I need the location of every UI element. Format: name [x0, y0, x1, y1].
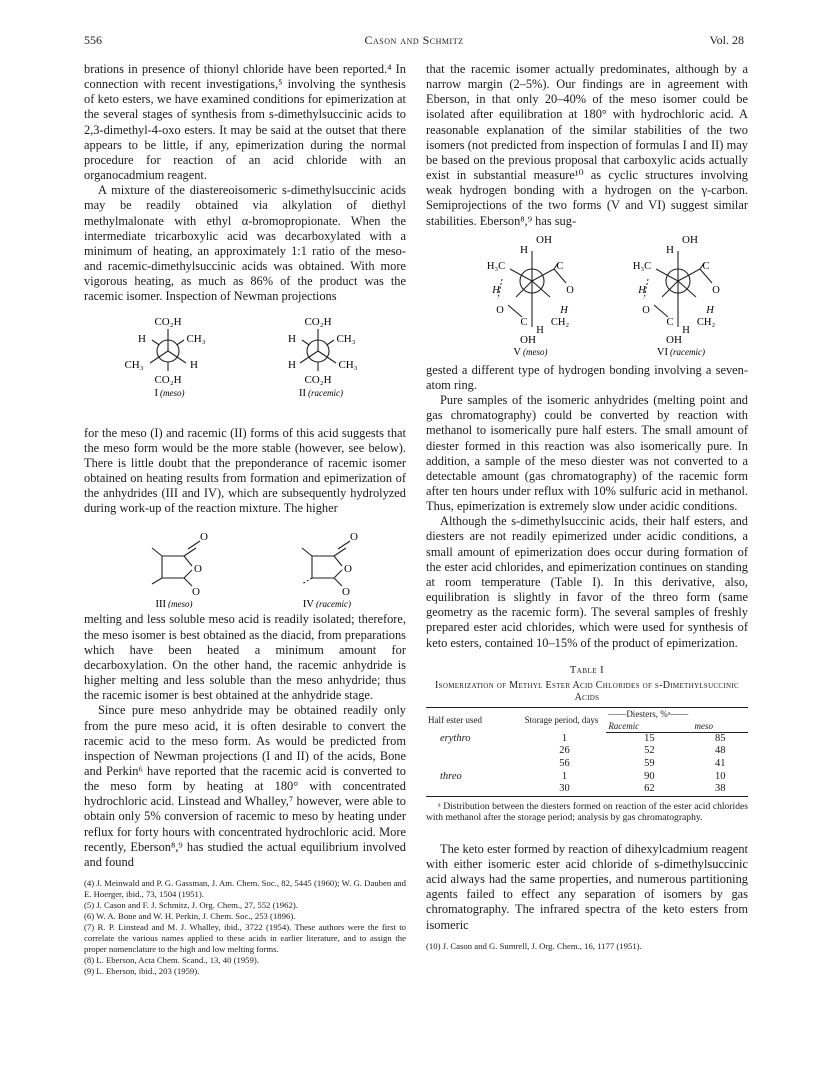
- newman-II-label: II: [299, 387, 306, 399]
- semiproj-V-ch2: CH₂: [550, 316, 570, 328]
- semiproj-V-h-right: H: [560, 304, 568, 316]
- semiproj-V-h-left: H: [492, 284, 500, 296]
- paragraph: Since pure meso anhydride may be obtained readily only from the pure meso acid, it is often desirable to convert the racemic acid to the meso form. As would be predicted from inspection of Newman projections (I and II) of the acids, Bone and Perkin⁶ have reported that the racemic acid is converted to the meso form by heating at 180° with concentrated hydrochloric acid. Linstead and Whalley,⁷ however, were able to obtain only 5% conversion of racemic to meso by heating under reflux for forty hours with concentrated hydrochloric acid. More recently, Eberson⁸,⁹ has studied the actual equilibrium involved and found: [84, 703, 406, 869]
- anhydride-III-form: (meso): [168, 599, 193, 609]
- semiproj-VI-h-left: H: [638, 284, 646, 296]
- semiproj-VI-h-top: H: [666, 243, 674, 256]
- semiproj-VI-label: VI: [656, 346, 668, 358]
- paragraph: brations in presence of thionyl chloride have been reported.⁴ In connection with recent investigations,⁵ involving the synthesis of keto esters, we have examined conditions for epimerization at the several stages of synthesis from s-dimethylsuccinic acids to 2,3-dimethyl-4-oxo esters. It may be said at the outset that there appears to be little, if any, epimerization during the normal procedure for reaction of an acid chloride with an organocadmium reagent.: [84, 62, 406, 183]
- reference: (6) W. A. Bone and W. H. Perkin, J. Chem. Soc., 253 (1896).: [84, 911, 296, 922]
- semiproj-V-o-left: O: [496, 304, 504, 316]
- semiproj-VI-ch2: CH₂: [696, 316, 716, 328]
- reference: (5) J. Cason and F. J. Schmitz, J. Org. Chem., 27, 552 (1962).: [84, 900, 298, 911]
- semiprojection-svg: [426, 231, 748, 359]
- references-right: [426, 941, 748, 952]
- semiproj-VI-oh-bottom: OH: [666, 333, 682, 346]
- semiproj-VI-c-low: C: [666, 316, 674, 328]
- reference: (7) R. P. Linstead and M. J. Whalley, ibid., 3722 (1954). These authors were the first to correlate the various names applied to these acids in earlier literature, and to assign the proper nomenclature to the high and low melting forms.: [84, 922, 406, 955]
- newman-projections-figure: [84, 307, 406, 422]
- newman-I-label: I: [154, 387, 158, 399]
- table-header-storage: Storage period, days: [523, 707, 607, 732]
- running-authors: Cason and Schmitz: [364, 33, 464, 47]
- newman-svg: [84, 307, 406, 422]
- paragraph: gested a different type of hydrogen bonding involving a seven-atom ring.: [426, 362, 748, 392]
- semiproj-V-h-low: H: [536, 324, 544, 336]
- semiproj-VI-h-low: H: [682, 324, 690, 336]
- reference: (9) L. Eberson, ibid., 203 (1959).: [84, 966, 200, 977]
- table-header-racemic: Racemic: [606, 720, 692, 733]
- table-footnote: ᵃ Distribution between the diesters formed on reaction of the ester acid chlorides with methanol after the storage period; analysis by gas chromatography.: [426, 800, 748, 824]
- semiproj-VI-o: O: [712, 284, 720, 296]
- semiproj-VI-form: (racemic): [670, 346, 705, 357]
- newman-I-form: (meso): [160, 387, 185, 398]
- newman-II-top: CO₂H: [304, 315, 332, 328]
- paragraph: The keto ester formed by reaction of dihexylcadmium reagent with either isomeric ester acid chloride of s-dimethylsuccinic acid always had the same properties, and numerous partitioning agents failed to effect any separation of isomers by gas chromatography. The infrared spectra of the keto esters from isomeric: [426, 841, 748, 932]
- paragraph: Pure samples of the isomeric anhydrides (melting point and gas chromatography) could be converted by reaction with methanol to isomerically pure half esters. The small amount of diester formed in this reaction was also isomerically pure. In addition, a sample of the meso diester was not converted to a detectable amount (gas chromatography) of the racemic form after ten hours under reflux with 10% sulfuric acid in methanol. Thus, epimerization is extremely slow under acidic conditions.: [426, 393, 748, 514]
- semiproj-V-oh-top: OH: [536, 233, 552, 246]
- paragraph: melting and less soluble meso acid is readily isolated; therefore, the meso isomer is best obtained as the diacid, from preparations which have been heated a minimum amount for decarboxylation. On the other hand, the racemic anhydride is higher melting and less soluble than the meso anhydride; thus the racemic isomer is best obtained at the anhydride stage.: [84, 612, 406, 703]
- semiproj-V-oh-bottom: OH: [520, 333, 536, 346]
- semiproj-VI-c: C: [702, 260, 710, 272]
- newman-II-ur: CH₃: [336, 332, 356, 345]
- newman-I: [124, 316, 205, 399]
- semiproj-V-form: (meso): [523, 346, 548, 357]
- semiproj-VI-h-right: H: [706, 304, 714, 316]
- table-row: 30 62 38: [426, 783, 748, 796]
- table-row: threo 1 90 10: [440, 770, 726, 782]
- anhydride-IV-form: (racemic): [316, 599, 351, 609]
- anhydride-IV-o-top: O: [350, 531, 358, 544]
- table-caption: Isomerization of Methyl Ester Acid Chlorides of s-Dimethylsuccinic Acids: [435, 679, 739, 703]
- reference: (4) J. Meinwald and P. G. Gassman, J. Am. Chem. Soc., 82, 5445 (1960); W. G. Dauben and E. Hoerger, ibid., 73, 1504 (1951).: [84, 878, 406, 900]
- references-left: [84, 878, 406, 977]
- table-row: 26 52 48: [559, 745, 726, 757]
- newman-II: [288, 316, 358, 399]
- table-row: 56 59 41: [559, 758, 726, 770]
- anhydride-IV-o-bottom: O: [342, 586, 350, 599]
- reference: (10) J. Cason and G. Sumrell, J. Org. Chem., 16, 1177 (1951).: [426, 940, 642, 951]
- anhydride-figure: [84, 518, 406, 608]
- semiproj-V-h3c: H₃C: [486, 260, 506, 272]
- anhydride-IV-o-ring: O: [344, 563, 352, 576]
- anhydride-III-o-ring: O: [194, 563, 202, 576]
- table-row: erythro 1 15 85: [440, 732, 726, 744]
- semiproj-V-o: O: [566, 284, 574, 296]
- reference: (8) L. Eberson, Acta Chem. Scand., 13, 40 (1959).: [84, 955, 259, 966]
- paragraph: Although the s-dimethylsuccinic acids, their half esters, and diesters are not readily epimerized under acidic conditions, a small amount of epimerization does occur during formation of the ester acid chlorides, and epimerization continues on standing at room temperature (Table I). In this derivative, also, equilibration is slightly in favor of the threo form (same geometry as the racemic form). The several samples of freshly prepared ester acid chlorides, which were used for synthesis of keto esters, contained 10–15% of the product of epimerization.: [426, 514, 748, 650]
- newman-I-bottom: CO₂H: [154, 373, 182, 386]
- left-column: [84, 62, 406, 977]
- anhydride-III: [152, 531, 208, 608]
- newman-II-form: (racemic): [308, 387, 343, 398]
- anhydride-III-o-top: O: [200, 531, 208, 544]
- newman-II-bottom: CO₂H: [304, 373, 332, 386]
- isomerization-table: [426, 707, 748, 797]
- semiproj-V-c: C: [556, 260, 564, 272]
- semiproj-VI-o-left: O: [642, 304, 650, 316]
- volume-label: Vol. 28: [709, 33, 744, 47]
- page-number: 556: [84, 33, 102, 47]
- newman-I-ll: CH₃: [124, 358, 144, 371]
- table-title: Table I: [569, 664, 605, 676]
- semiproj-VI-oh-top: OH: [682, 233, 698, 246]
- newman-II-lr: CH₃: [338, 358, 358, 371]
- anhydride-III-label: III: [155, 599, 166, 609]
- semiproj-V-h-top: H: [520, 243, 528, 256]
- newman-I-ur: CH₃: [186, 332, 206, 345]
- newman-I-ul: H: [138, 332, 146, 345]
- anhydride-IV: [302, 531, 358, 608]
- table-header-diesters: ——Diesters, %ᵃ——: [606, 707, 748, 720]
- semiproj-V: [487, 234, 574, 358]
- semiproj-VI: [633, 234, 720, 358]
- table-header-half-ester: Half ester used: [426, 707, 523, 732]
- anhydride-svg: [84, 518, 406, 608]
- newman-I-lr: H: [190, 358, 198, 371]
- paragraph: that the racemic isomer actually predominates, although by a narrow margin (2–5%). Our findings are in agreement with Eberson, in that only 20–40% of the meso isomer could be isolated after equilibration at 180° with hydrochloric acid. A reasonable explanation of the similar stabilities of the two isomers (not predicted from inspection of formulas I and II) may be based on the previous proposal that carboxylic acids actually exist in substantial measure¹⁰ as cyclic structures involving weak hydrogen bonding with a hydrogen on the γ-carbon. Semiprojections of the two forms (V and VI) suggest similar stabilities. Eberson⁸,⁹ has sug-: [426, 62, 748, 228]
- anhydride-IV-label: IV: [302, 599, 314, 609]
- newman-II-ul: H: [288, 332, 296, 345]
- table-header-meso: meso: [693, 720, 748, 733]
- semiproj-V-label: V: [513, 346, 521, 358]
- page-header: [84, 33, 744, 49]
- paragraph: A mixture of the diastereoisomeric s-dimethylsuccinic acids may be readily obtained via alkylation of diethyl methylmalonate with ethyl α-bromopropionate. When the intermediate tricarboxylic acid was decarboxylated with a minimum of heating, an approximately 1:1 ratio of the meso- and racemic-dimethylsuccinic acids was obtained. With more vigorous heating, as much as 86% of the product was the racemic isomer. Inspection of Newman projections: [84, 183, 406, 304]
- semiproj-V-c-low: C: [520, 316, 528, 328]
- anhydride-III-o-bottom: O: [192, 586, 200, 599]
- paragraph: for the meso (I) and racemic (II) forms of this acid suggests that the meso form would be the more stable (however, see below). There is little doubt that the preponderance of racemic isomer obtained on heating results from formation and epimerization of the anhydrides (III and IV), which are subsequently hydrolyzed during work-up of the reaction mixture. The higher: [84, 425, 406, 516]
- semiproj-VI-h3c: H₃C: [632, 260, 652, 272]
- newman-I-top: CO₂H: [154, 315, 182, 328]
- right-column: [426, 62, 748, 952]
- newman-II-ll: H: [288, 358, 296, 371]
- semiprojection-figure: [426, 231, 748, 359]
